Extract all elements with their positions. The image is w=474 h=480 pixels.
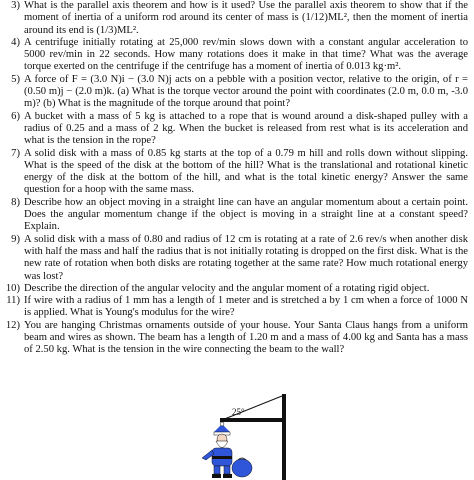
problem-text: You are hanging Christmas ornaments outside of your house. Your Santa Claus hangs from a uniform beam and wires as shown. The beam has a length of 1.20 m and a mass of 4.00 kg and Santa has a mass of 2.50 kg. What is the tension in the wire connecting the beam to the wall? (24, 319, 468, 356)
santa-beam-figure (192, 392, 292, 480)
problem-item (0, 74, 474, 111)
problem-item (0, 111, 474, 148)
problem-text: A solid disk with a mass of 0.85 kg starts at the top of a 0.79 m hill and rolls down without slipping. What is the speed of the disk at the bottom of the hill? What is the translational and rotational kinetic energy of the disk at the bottom of the hill, and what is the total kinetic energy? Answer the same question for a hoop with the same mass. (24, 147, 468, 196)
problem-text: If wire with a radius of 1 mm has a length of 1 meter and is stretched a by 1 cm when a force of 1000 N is applied. What is Young's modulus for the wire? (24, 295, 468, 319)
problem-text: A bucket with a mass of 5 kg is attached to a rope that is wound around a disk-shaped pulley with a radius of 0.25 and a mass of 2 kg. When the bucket is released from rest what is its acceleration and what is the tension in the rope? (24, 110, 468, 147)
problem-number: 12) (5, 319, 20, 331)
problem-number: 7) (11, 147, 20, 159)
problem-item (0, 234, 474, 283)
problem-number: 4) (11, 36, 20, 48)
problem-text: A solid disk with a mass of 0.80 and radius of 12 cm is rotating at a rate of 2.6 rev/s when another disk with half the mass and half the radius that is not initially rotating is dropped on the first disk. What is the new rate of rotation when both disks are rotating together at the same rate? How much rotational energy was lost? (24, 233, 468, 282)
santa-figure (202, 422, 232, 478)
problem-item (0, 37, 474, 74)
problem-item (0, 295, 474, 320)
beam (220, 418, 282, 422)
problem-number: 5) (11, 73, 20, 85)
problem-item (0, 283, 474, 295)
santa-sack (232, 459, 252, 477)
wall (282, 394, 286, 480)
problem-number: 3) (11, 0, 20, 11)
support-wire (222, 396, 282, 420)
problem-text: What is the parallel axis theorem and how is it used? Use the parallel axis theorem to show that if the moment of inertia of a uniform rod around its center of mass is (1/12)ML², then the moment of inertia around its end is (1/3)ML². (24, 0, 468, 36)
problem-text: Describe the direction of the angular velocity and the angular moment of a rotating rigid object. (24, 282, 430, 294)
problem-item (0, 0, 474, 37)
problem-number: 10) (5, 282, 20, 294)
problem-item (0, 320, 474, 357)
problem-text: A centrifuge initially rotating at 25,000 rev/min slows down with a constant angular acceleration to 5000 rev/min in 22 seconds. How many rotations does it make in that time? What was the average torque exerted on the centrifuge if the centrifuge has a moment of inertia of 0.013 kg·m². (24, 36, 468, 73)
problem-number: 9) (11, 233, 20, 245)
problem-number: 11) (6, 295, 20, 307)
problem-item (0, 197, 474, 234)
problem-item (0, 148, 474, 197)
problem-text: A force of F = (3.0 N)i − (3.0 N)j acts on a pebble with a position vector, relative to the origin, of r = (0.50 m)j − (2.0 m)k. (a) What is the torque vector around the point with coordinates (2.0 m, 0.0 m, -3.0 m)? (b) What is the magnitude of the torque around that point? (24, 73, 468, 110)
problem-number: 8) (11, 196, 20, 208)
problem-text: Describe how an object moving in a straight line can have an angular momentum about a certain point. Does the angular momentum change if the object is moving in a straight line at a constant speed? Explain. (24, 196, 468, 233)
angle-label: 25° (232, 407, 245, 417)
problem-number: 6) (11, 110, 20, 122)
